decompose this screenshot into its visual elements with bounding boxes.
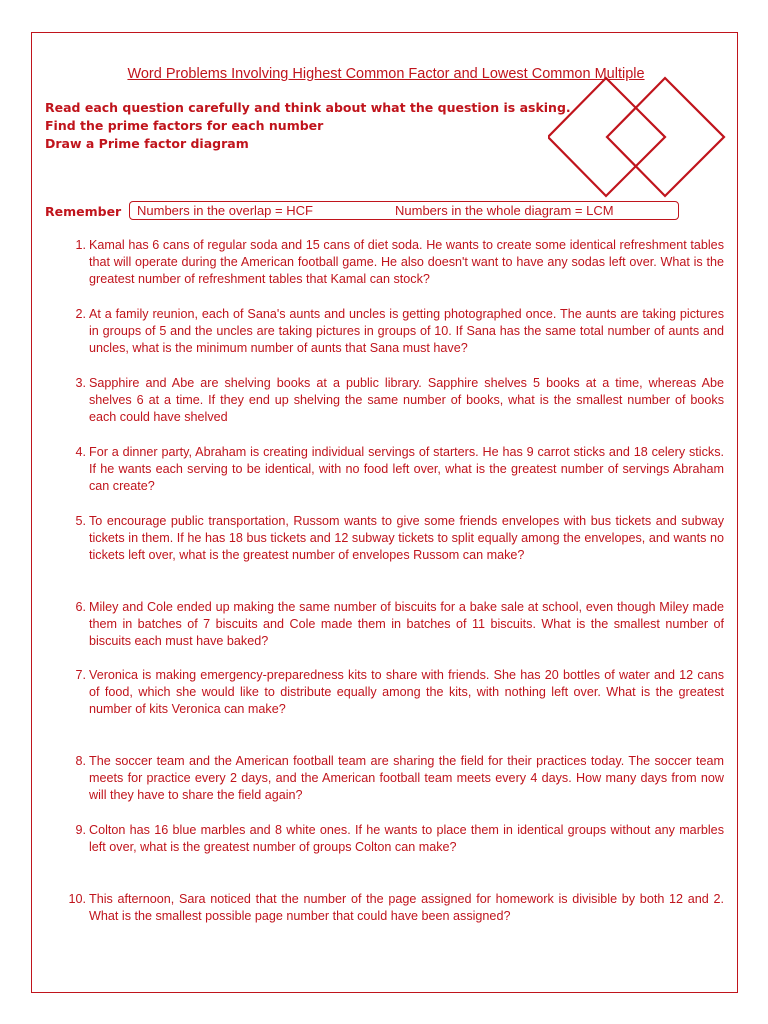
remember-box bbox=[129, 201, 679, 220]
instruction-read: Read each question carefully and think about what the question is asking. bbox=[45, 100, 571, 115]
instruction-diagram: Draw a Prime factor diagram bbox=[45, 136, 249, 151]
page-title: Word Problems Involving Highest Common Factor and Lowest Common Multiple bbox=[127, 66, 645, 82]
question-item: 9. Colton has 16 blue marbles and 8 white ones. If he wants to place them in identical groups without any marbles left over, what is the greatest number of groups Colton can make? bbox=[75, 823, 724, 854]
hcf-rule: Numbers in the overlap = HCF bbox=[137, 203, 313, 218]
question-item: 10. This afternoon, Sara noticed that the number of the page assigned for homework is divisible by both 12 and 2. What is the smallest possible page number that could have been assigned? bbox=[68, 892, 724, 923]
question-item: 8. The soccer team and the American football team are sharing the field for their practices today. The soccer team meets for practice every 2 days, and the American football team meets every 4 days. How many days from now will they have to share the field again? bbox=[75, 754, 724, 802]
remember-label: Remember bbox=[45, 204, 122, 219]
instruction-prime-factors: Find the prime factors for each number bbox=[45, 118, 324, 133]
question-item: 1. Kamal has 6 cans of regular soda and 15 cans of diet soda. He wants to create some identical refreshment tables that will operate during the American football game. He also doesn't want to have any sodas left over. What is the greatest number of refreshment tables that Kamal can stock? bbox=[75, 238, 724, 286]
lcm-rule: Numbers in the whole diagram = LCM bbox=[395, 203, 614, 218]
question-item: 5. To encourage public transportation, Russom wants to give some friends envelopes with bus tickets and subway tickets in them. If he has 18 bus tickets and 12 subway tickets to split equally among the envelopes, and wants no tickets left over, what is the greatest number of envelopes Russom can make? bbox=[75, 514, 724, 562]
question-item: 7. Veronica is making emergency-preparedness kits to share with friends. She has 20 bottles of water and 12 cans of food, which she would like to distribute equally among the kits, with nothing left over. What is the greatest number of kits Veronica can make? bbox=[75, 668, 724, 716]
question-item: 2. At a family reunion, each of Sana's aunts and uncles is getting photographed once. The aunts are taking pictures in groups of 5 and the uncles are taking pictures in groups of 10. If Sana has the same total number of aunts and uncles, what is the minimum number of aunts that Sana must have? bbox=[75, 307, 724, 355]
question-item: 3. Sapphire and Abe are shelving books at a public library. Sapphire shelves 5 books at a time, whereas Abe shelves 6 at a time. If they end up shelving the same number of books, what is the smallest number of books each could have shelved bbox=[75, 376, 724, 424]
question-item: 4. For a dinner party, Abraham is creating individual servings of starters. He has 9 carrot sticks and 18 celery sticks. If he wants each serving to be identical, with no food left over, what is the greatest number of servings Abraham can create? bbox=[75, 445, 724, 493]
question-item: 6. Miley and Cole ended up making the same number of biscuits for a bake sale at school, even though Miley made them in batches of 7 biscuits and Cole made them in batches of 11 biscuits. What is the smallest number of biscuits each must have baked? bbox=[75, 600, 724, 648]
prime-factor-diagram-icon bbox=[548, 76, 728, 200]
